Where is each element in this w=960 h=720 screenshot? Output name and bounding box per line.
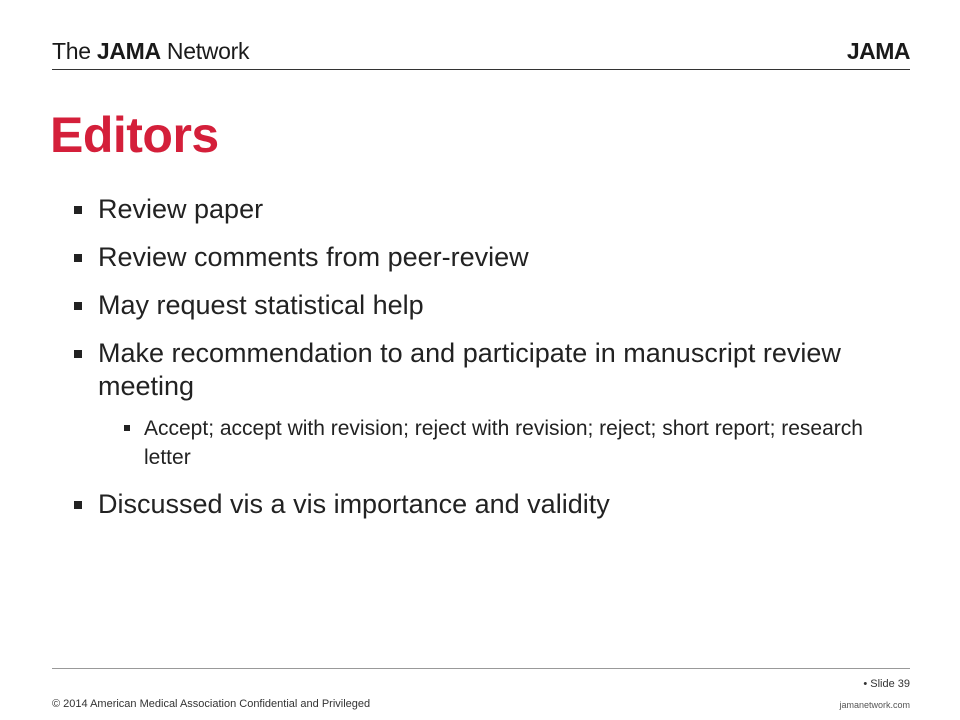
square-bullet-icon [74, 254, 82, 262]
square-bullet-icon [74, 302, 82, 310]
bullet-text: Review paper [98, 194, 264, 224]
sub-bullet-text: Accept; accept with revision; reject with revision; reject; short report; research letter [144, 417, 863, 469]
jama-logo: JAMA [846, 38, 910, 64]
bullet-text: Make recommendation to and participate in manuscript review meeting [98, 338, 841, 401]
bullet-text: Review comments from peer-review [98, 242, 529, 272]
brand-suffix: Network [166, 38, 250, 64]
jama-network-logo [52, 38, 249, 65]
header-divider [52, 69, 910, 70]
square-bullet-icon [124, 425, 130, 431]
sub-bullet-item [124, 414, 894, 472]
bullet-item [74, 241, 894, 274]
copyright-notice: © 2014 American Medical Association Confidential and Privileged [52, 698, 371, 710]
site-url: jamanetwork.com [839, 700, 910, 710]
bullet-item [74, 289, 894, 322]
slide-title: Editors [50, 107, 219, 163]
square-bullet-icon [74, 206, 82, 214]
bullet-list [74, 193, 894, 536]
bullet-item [74, 488, 894, 521]
bullet-text: May request statistical help [98, 290, 424, 320]
square-bullet-icon [74, 350, 82, 358]
bullet-text: Discussed vis a vis importance and validity [98, 489, 610, 519]
brand-bold: JAMA [96, 38, 161, 64]
footer-divider [52, 668, 910, 669]
square-bullet-icon [74, 501, 82, 509]
slide-number: • Slide 39 [863, 678, 910, 690]
bullet-item [74, 193, 894, 226]
slide-header [52, 38, 910, 70]
brand-prefix: The [52, 38, 91, 64]
bullet-item [74, 337, 894, 403]
